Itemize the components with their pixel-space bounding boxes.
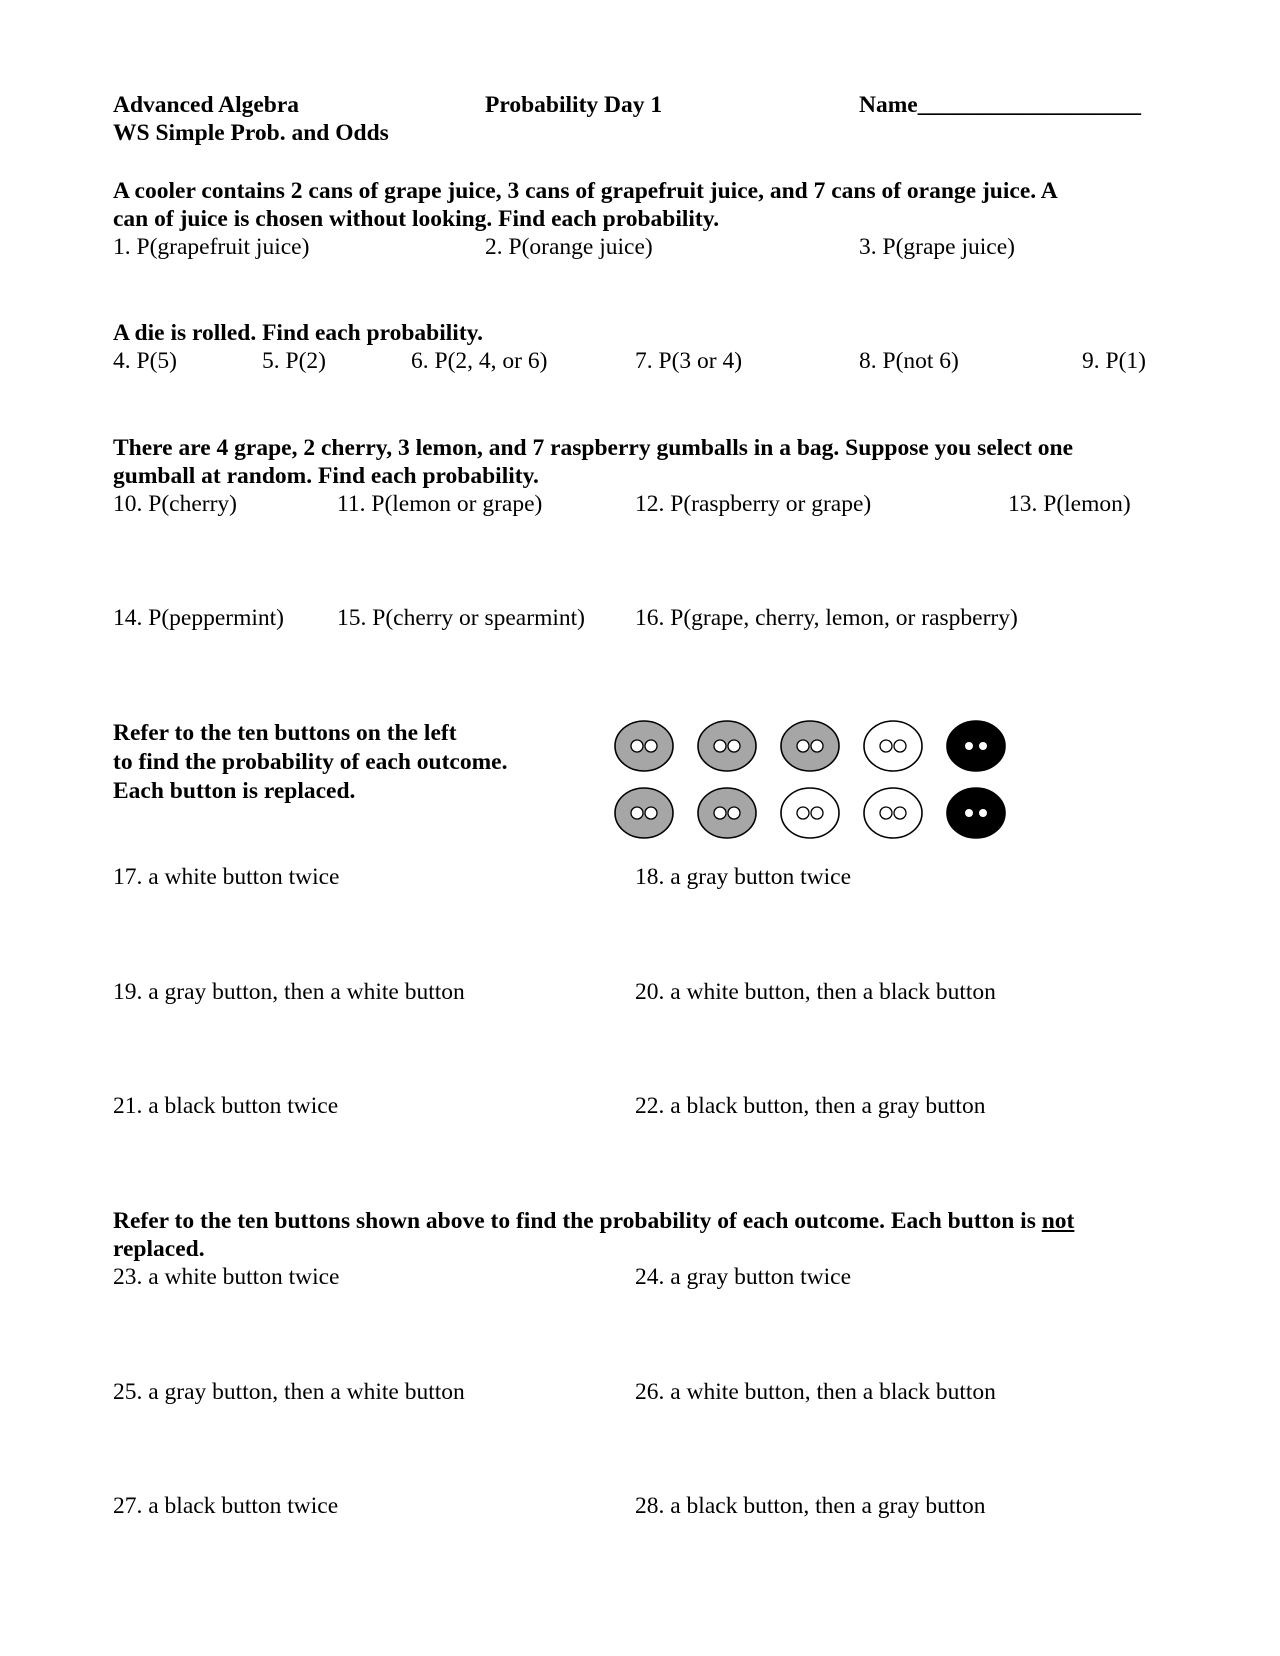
- course-title: Advanced Algebra: [113, 92, 300, 118]
- problem-10: 10. P(cherry): [113, 491, 237, 517]
- problem-5: 5. P(2): [262, 348, 326, 374]
- section2-instructions: A die is rolled. Find each probability.: [113, 320, 483, 346]
- problem-3: 3. P(grape juice): [859, 234, 1015, 260]
- problem-25: 25. a gray button, then a white button: [113, 1379, 465, 1405]
- problem-24: 24. a gray button twice: [635, 1264, 852, 1290]
- problem-23: 23. a white button twice: [113, 1264, 340, 1290]
- gray-button-icon: [781, 721, 839, 771]
- problem-13: 13. P(lemon): [1008, 491, 1131, 517]
- black-button-icon: [947, 721, 1005, 771]
- problem-27: 27. a black button twice: [113, 1493, 339, 1519]
- gray-button-icon: [698, 788, 756, 838]
- problem-1: 1. P(grapefruit juice): [113, 234, 310, 260]
- section5-instructions-line2: replaced.: [113, 1236, 205, 1262]
- gray-button-icon: [615, 721, 673, 771]
- problem-21: 21. a black button twice: [113, 1093, 339, 1119]
- gray-button-icon: [698, 721, 756, 771]
- section1-instructions-line1: A cooler contains 2 cans of grape juice, 3 cans of grapefruit juice, and 7 cans of orange juice. A: [113, 178, 1058, 204]
- gray-button-icon: [615, 788, 673, 838]
- section4-instructions-line3: Each button is replaced.: [113, 778, 356, 804]
- problem-18: 18. a gray button twice: [635, 864, 852, 890]
- problem-7: 7. P(3 or 4): [635, 348, 743, 374]
- buttons-figure: [612, 712, 1012, 852]
- problem-28: 28. a black button, then a gray button: [635, 1493, 986, 1519]
- page-title: Probability Day 1: [485, 92, 663, 118]
- problem-16: 16. P(grape, cherry, lemon, or raspberry): [635, 605, 1018, 631]
- problem-6: 6. P(2, 4, or 6): [411, 348, 548, 374]
- problem-20: 20. a white button, then a black button: [635, 979, 996, 1005]
- white-button-icon: [781, 788, 839, 838]
- white-button-icon: [864, 721, 922, 771]
- section5-instructions-line1: [113, 1207, 1074, 1235]
- problem-8: 8. P(not 6): [859, 348, 959, 374]
- problem-12: 12. P(raspberry or grape): [635, 491, 872, 517]
- problem-19: 19. a gray button, then a white button: [113, 979, 465, 1005]
- problem-9: 9. P(1): [1082, 348, 1146, 374]
- problem-2: 2. P(orange juice): [485, 234, 653, 260]
- problem-15: 15. P(cherry or spearmint): [337, 605, 585, 631]
- black-button-icon: [947, 788, 1005, 838]
- problem-4: 4. P(5): [113, 348, 177, 374]
- section3-instructions-line1: There are 4 grape, 2 cherry, 3 lemon, and 7 raspberry gumballs in a bag. Suppose you select one: [113, 435, 1074, 461]
- worksheet-title: WS Simple Prob. and Odds: [113, 120, 389, 146]
- problem-11: 11. P(lemon or grape): [337, 491, 543, 517]
- problem-17: 17. a white button twice: [113, 864, 340, 890]
- section5-instructions-text: Refer to the ten buttons shown above to find the probability of each outcome. Each button is: [113, 1208, 1042, 1234]
- section4-instructions-line1: Refer to the ten buttons on the left: [113, 720, 457, 746]
- name-field-label: Name___________________: [859, 92, 1141, 118]
- problem-14: 14. P(peppermint): [113, 605, 284, 631]
- white-button-icon: [864, 788, 922, 838]
- section5-instructions-not: not: [1041, 1208, 1075, 1234]
- problem-22: 22. a black button, then a gray button: [635, 1093, 986, 1119]
- section3-instructions-line2: gumball at random. Find each probability.: [113, 463, 539, 489]
- section1-instructions-line2: can of juice is chosen without looking. Find each probability.: [113, 206, 720, 232]
- section4-instructions-line2: to find the probability of each outcome.: [113, 749, 508, 775]
- problem-26: 26. a white button, then a black button: [635, 1379, 996, 1405]
